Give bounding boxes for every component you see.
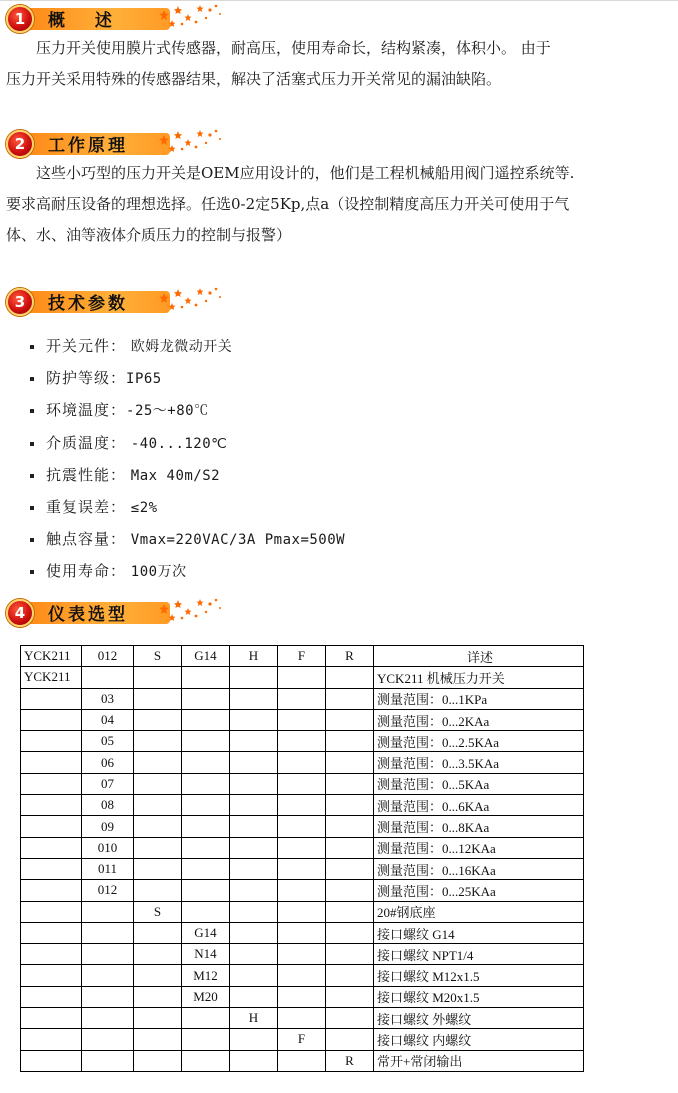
table-cell [230,816,278,837]
spec-label: 触点容量： [46,530,127,549]
table-cell [230,986,278,1007]
table-cell [182,1029,230,1050]
section-3-header [4,285,234,315]
table-cell: 03 [82,688,134,709]
table-cell [278,944,326,965]
table-cell [278,752,326,773]
table-row [21,667,584,688]
table-cell [326,922,374,943]
table-cell [21,688,82,709]
section-2-header [4,127,234,157]
spec-value: Max 40m/S2 [130,467,221,484]
table-cell [230,880,278,901]
stars-icon [154,2,234,32]
table-cell: YCK211 [21,667,82,688]
table-cell: 常开+常闭输出 [374,1050,584,1071]
table-cell [182,795,230,816]
table-cell [134,1050,182,1071]
principle-line-2: 要求高耐压设备的理想选择。任选0-2定5Kp,点a（设控制精度高压力开关可使用于气 [6,195,570,213]
table-cell [230,1029,278,1050]
section-2-title: 工作原理 [48,136,128,156]
table-cell [326,944,374,965]
list-item [30,459,345,491]
table-cell [134,1008,182,1029]
table-cell [134,709,182,730]
table-cell [182,858,230,879]
spec-value: -25～+80℃ [126,403,209,420]
table-cell: 接口螺纹 M20x1.5 [374,986,584,1007]
table-cell [82,965,134,986]
overview-line-1: 压力开关使用膜片式传感器，耐高压，使用寿命长，结构紧凑，体积小。 由于 [36,39,551,57]
table-row [21,688,584,709]
overview-line-2: 压力开关采用特殊的传感器结果，解决了活塞式压力开关常见的漏油缺陷。 [6,70,502,88]
table-cell [182,901,230,922]
table-cell [182,752,230,773]
table-cell [182,688,230,709]
table-cell [230,922,278,943]
table-cell [326,880,374,901]
table-cell [21,901,82,922]
table-cell: 011 [82,858,134,879]
table-cell [278,667,326,688]
table-cell [82,901,134,922]
table-cell [134,965,182,986]
section-number-badge-icon: 4 [6,599,34,627]
table-header-cell: H [230,646,278,667]
table-header-cell: YCK211 [21,646,82,667]
table-cell [230,944,278,965]
table-cell [326,667,374,688]
section-number-badge-icon: 3 [6,288,34,316]
table-cell [21,773,82,794]
section-number-badge-icon: 1 [6,5,34,33]
table-cell: 测量范围：0...8KAa [374,816,584,837]
table-header-cell: F [278,646,326,667]
table-cell [134,858,182,879]
principle-line-1: 这些小巧型的压力开关是OEM应用设计的，他们是工程机械船用阀门遥控系统等. [36,164,575,182]
table-cell: 接口螺纹 外螺纹 [374,1008,584,1029]
table-cell: 04 [82,709,134,730]
table-cell: 接口螺纹 NPT1/4 [374,944,584,965]
table-row [21,837,584,858]
table-header-row [21,646,584,667]
table-cell [182,709,230,730]
table-cell [21,731,82,752]
table-cell [278,858,326,879]
table-cell [82,944,134,965]
table-row [21,986,584,1007]
table-header-cell: R [326,646,374,667]
table-cell [134,1029,182,1050]
spec-label: 重复误差： [46,497,127,516]
table-cell [182,880,230,901]
table-cell [21,1029,82,1050]
table-cell [21,858,82,879]
table-cell [134,731,182,752]
table-cell [230,795,278,816]
table-cell [278,709,326,730]
table-cell [82,986,134,1007]
table-cell [230,667,278,688]
list-item [30,362,345,394]
table-cell [21,922,82,943]
section-4-header [4,596,234,626]
section-number-badge-icon: 2 [6,130,34,158]
table-cell [278,922,326,943]
spec-value: 100万次 [130,564,187,581]
table-row [21,901,584,922]
stars-icon [154,285,234,315]
list-item [30,491,345,523]
table-cell: R [326,1050,374,1071]
section-1-title: 概 述 [48,11,118,31]
table-cell [278,795,326,816]
table-cell: F [278,1029,326,1050]
table-cell [326,709,374,730]
table-cell [326,858,374,879]
spec-label: 抗震性能： [46,465,127,484]
spec-value: Vmax=220VAC/3A Pmax=500W [130,532,346,549]
table-cell [278,688,326,709]
table-cell [230,837,278,858]
spec-label: 防护等级： [46,369,127,388]
table-cell: 接口螺纹 内螺纹 [374,1029,584,1050]
table-cell [230,901,278,922]
table-cell [278,880,326,901]
table-cell [21,709,82,730]
table-cell [230,752,278,773]
table-cell [278,965,326,986]
table-cell: 测量范围：0...3.5KAa [374,752,584,773]
table-cell [134,795,182,816]
table-cell [82,667,134,688]
spec-label: 介质温度： [46,433,127,452]
table-cell [278,1050,326,1071]
table-cell [134,837,182,858]
table-cell [21,752,82,773]
table-cell [326,688,374,709]
section-1-header [4,2,234,32]
table-cell [21,944,82,965]
table-cell [82,922,134,943]
table-cell: 测量范围：0...1KPa [374,688,584,709]
table-header-cell: 详述 [374,646,584,667]
table-cell [21,1050,82,1071]
table-cell [182,731,230,752]
table-cell [82,1029,134,1050]
spec-list [30,330,345,588]
table-cell: 测量范围：0...16KAa [374,858,584,879]
list-item [30,427,345,459]
table-cell [230,688,278,709]
section-3-title: 技术参数 [48,294,128,314]
spec-value: -40...120℃ [130,435,228,452]
table-cell: 测量范围：0...25KAa [374,880,584,901]
table-row [21,965,584,986]
table-cell: G14 [182,922,230,943]
table-cell: 接口螺纹 G14 [374,922,584,943]
stars-icon [154,596,234,626]
table-row [21,1008,584,1029]
spec-label: 使用寿命： [46,562,127,581]
table-cell [326,986,374,1007]
spec-value: 欧姆龙微动开关 [130,339,233,355]
table-cell [21,816,82,837]
spec-value: IP65 [126,371,162,388]
table-cell [278,773,326,794]
table-cell [326,837,374,858]
table-cell [134,944,182,965]
table-cell [134,816,182,837]
table-cell [21,1008,82,1029]
table-cell [21,986,82,1007]
table-cell [326,731,374,752]
table-cell [21,965,82,986]
table-cell [230,858,278,879]
table-cell [134,773,182,794]
table-cell [230,731,278,752]
table-cell: 测量范围：0...5KAa [374,773,584,794]
table-cell [21,837,82,858]
table-cell: H [230,1008,278,1029]
table-row [21,944,584,965]
spec-label: 环境温度： [46,401,127,420]
table-cell: 测量范围：0...6KAa [374,795,584,816]
spec-label: 开关元件： [46,337,127,355]
table-row [21,858,584,879]
principle-line-3: 体、水、油等液体介质压力的控制与报警） [6,226,292,244]
table-cell: 05 [82,731,134,752]
table-header-cell: 012 [82,646,134,667]
list-item [30,555,345,587]
table-cell [278,986,326,1007]
table-cell: 测量范围：0...2.5KAa [374,731,584,752]
table-cell [134,880,182,901]
table-cell: N14 [182,944,230,965]
table-row [21,795,584,816]
table-cell [134,688,182,709]
table-row [21,880,584,901]
table-cell [182,667,230,688]
list-item [30,330,345,362]
table-header-cell: G14 [182,646,230,667]
list-item [30,523,345,555]
table-cell [21,795,82,816]
table-cell [230,709,278,730]
table-cell [82,1008,134,1029]
table-cell [278,1008,326,1029]
table-cell: 07 [82,773,134,794]
table-cell [134,986,182,1007]
table-cell: YCK211 机械压力开关 [374,667,584,688]
table-cell [326,773,374,794]
table-cell [182,816,230,837]
table-row [21,731,584,752]
table-cell [326,795,374,816]
table-cell [82,1050,134,1071]
table-cell [134,667,182,688]
table-cell [182,1008,230,1029]
table-cell: M12 [182,965,230,986]
table-cell [21,880,82,901]
table-cell [230,1050,278,1071]
table-row [21,1050,584,1071]
table-cell [278,837,326,858]
table-cell: 010 [82,837,134,858]
table-cell [182,837,230,858]
table-cell [230,773,278,794]
stars-icon [154,127,234,157]
table-cell [326,1008,374,1029]
table-row [21,816,584,837]
table-cell [182,773,230,794]
principle-paragraph [6,158,670,251]
table-cell [278,816,326,837]
table-row [21,709,584,730]
table-cell [326,816,374,837]
table-cell [326,1029,374,1050]
table-cell: 测量范围：0...2KAa [374,709,584,730]
table-cell [278,901,326,922]
table-row [21,922,584,943]
spec-value: ≤2% [130,499,158,516]
table-cell: 20#钢底座 [374,901,584,922]
table-cell: 测量范围：0...12KAa [374,837,584,858]
table-cell [326,965,374,986]
table-cell [134,922,182,943]
model-selection-table [20,645,584,1072]
table-cell: S [134,901,182,922]
section-4-title: 仪表选型 [48,605,128,625]
table-cell [326,901,374,922]
table-cell: 06 [82,752,134,773]
table-row [21,773,584,794]
table-row [21,752,584,773]
table-row [21,1029,584,1050]
table-cell: 08 [82,795,134,816]
overview-paragraph [6,33,670,95]
table-cell: 012 [82,880,134,901]
table-cell: 接口螺纹 M12x1.5 [374,965,584,986]
table-cell [182,1050,230,1071]
table-cell: 09 [82,816,134,837]
table-cell [326,752,374,773]
list-item [30,394,345,426]
table-cell: M20 [182,986,230,1007]
table-cell [134,752,182,773]
table-cell [230,965,278,986]
table-header-cell: S [134,646,182,667]
top-divider [0,0,678,1]
table-cell [278,731,326,752]
